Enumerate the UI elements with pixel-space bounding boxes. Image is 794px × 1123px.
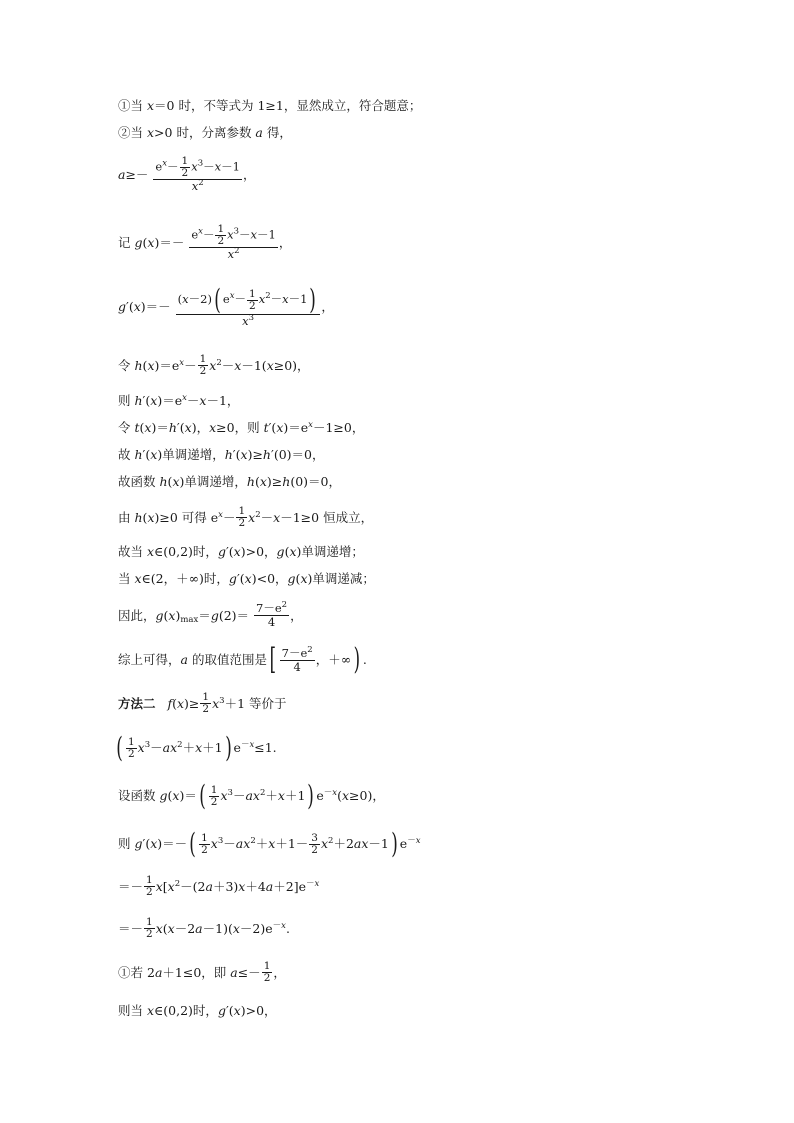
line-equivalent: ( $\frac{1}{2}$ $x^3-ax^2+x+1$) $e^{-x}\le 1$. — [116, 731, 277, 764]
fraction-g-derivative: (x－2)( $e^x-$ $\frac{1}{2}$ $x^2-x-1$) $x^3$ — [176, 286, 321, 328]
line-define-t: 令 t(x)＝h′(x)，x≥0，则 $t'(x)=e^x-1\ge 0$， — [118, 420, 365, 435]
line-case-a-result: 则当 x∈(0,2)时，g′(x)>0， — [118, 1003, 277, 1018]
line-h-monotone: 故函数 h(x)单调递增，h(x)≥h(0)＝0， — [118, 474, 341, 489]
line-define-h: 令 $h(x)=e^x-$ $\frac{1}{2}$ $x^2-x-1(x\ge 0)$， — [118, 353, 310, 377]
line-g-max: 因此，$g(x)_{max}=g(2)=$ $\frac{7-e^2}{4}$ ， — [118, 600, 303, 629]
line-g2-derivative: 则 g′(x)＝－( $\frac{1}{2}$ $x^3-ax^2+x+1-$ $\frac{3}{2}$ $x^2+2ax-1$) $e^{-x}$ — [118, 827, 421, 860]
line-method-two: 方法二 f(x)≥ $\frac{1}{2}$ $x^3+1$ 等价于 — [118, 691, 287, 715]
line-define-g: 记 g(x)＝－ $e^x-$ $\frac{1}{2}$ $x^3-x-1$ $x^2$ ， — [118, 223, 292, 261]
line-case-a: ①若 2a＋1≤0，即 a≤－ $\frac{1}{2}$ ， — [118, 960, 286, 984]
line-case-1: ①当 x＝0 时，不等式为 1≥1，显然成立，符合题意； — [118, 98, 422, 113]
fraction-a-bound: $e^x-$ $\frac{1}{2}$ $x^3-x-1$ $x^2$ — [155, 155, 240, 193]
line-g2-derivative-step2: ＝－ $\frac{1}{2}$ $x[x^2-(2a+3)x+4a+2]e^{-x}$ — [118, 874, 320, 898]
line-g2-derivative-step3: ＝－ $\frac{1}{2}$ $x(x-2a-1)(x-2)e^{-x}$. — [118, 916, 290, 940]
fraction-g: $e^x-$ $\frac{1}{2}$ $x^3-x-1$ $x^2$ — [191, 223, 276, 261]
line-g-derivative: g′(x)＝－ (x－2)( $e^x-$ $\frac{1}{2}$ $x^2-x-1$) $x^3$ ， — [118, 283, 334, 328]
line-define-g2: 设函数 g(x)＝( $\frac{1}{2}$ $x^3-ax^2+x+1$) $e^{-x}(x\ge 0)$， — [118, 779, 385, 812]
method-two-heading: 方法二 — [118, 695, 156, 711]
line-h-nonnegative: 由 h(x)≥0 可得 $e^x-$ $\frac{1}{2}$ $x^2-x-1\ge 0$ 恒成立， — [118, 505, 374, 529]
line-a-inequality: a≥－ $e^x-$ $\frac{1}{2}$ $x^3-x-1$ $x^2$ ， — [118, 155, 256, 193]
line-range-a: 综上可得，a 的取值范围是[ $\frac{7-e^2}{4}$ ，＋∞) . — [118, 642, 367, 677]
line-case-2: ②当 x>0 时，分离参数 a 得， — [118, 125, 292, 140]
line-g-decreasing: 当 x∈(2，＋∞)时，g′(x)<0，g(x)单调递减； — [118, 571, 375, 586]
line-g-increasing: 故当 x∈(0,2)时，g′(x)>0，g(x)单调递增； — [118, 544, 364, 559]
line-h-prime-monotone: 故 h′(x)单调递增，h′(x)≥h′(0)＝0， — [118, 447, 325, 462]
line-h-derivative: 则 $h'(x)=e^x-x-1$， — [118, 393, 240, 408]
